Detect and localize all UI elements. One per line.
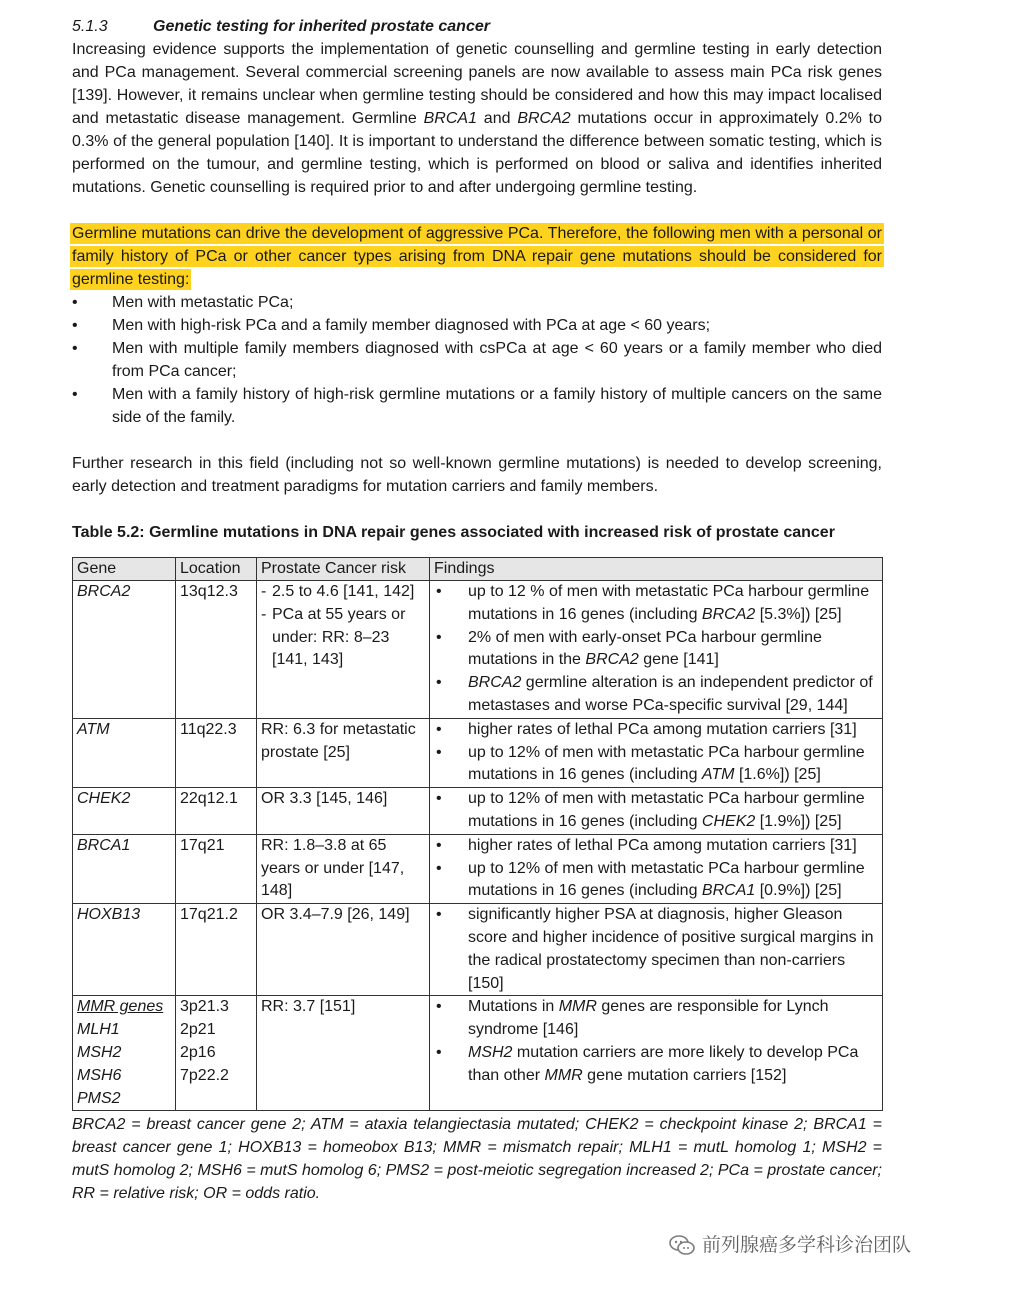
table-row [73,996,883,1111]
table-body [73,581,883,1111]
gene-cell: MMR genes MLH1 MSH2 MSH6 PMS2 [73,996,176,1111]
bullet-symbol: • [72,294,78,311]
table-row [73,788,883,835]
table-row [73,904,883,996]
table-caption: Table 5.2: Germline mutations in DNA repair genes associated with increased risk of prostate cancer [72,524,835,541]
bullet-symbol: • [436,836,442,854]
header-findings: Findings [430,558,883,581]
list-item: • up to 12 % of men with metastatic PCa harbour germline mutations in 16 genes (including BRCA2 [5.3%]) [25] [436,583,870,623]
location-cell: 11q22.3 [176,718,257,787]
list-item: • up to 12% of men with metastatic PCa harbour germline mutations in 16 genes (including CHEK2 [1.9%]) [25] [436,790,865,830]
header-gene: Gene [73,558,176,581]
table-footnote: BRCA2 = breast cancer gene 2; ATM = ataxia telangiectasia mutated; CHEK2 = checkpoint kinase 2; BRCA1 = breast cancer gene 1; HOXB13 = homeobox B13; MMR = mismatch repair; MLH1 = mutL homolog 1; MSH2 = mutS homolog 2; MSH6 = mutS homolog 6; PMS2 = post-meiotic segregation increased 2; PCa = prostate cancer; RR = relative risk; OR = odds ratio. [72,1116,882,1203]
bullet-symbol: • [436,859,442,877]
findings-cell [430,718,883,787]
location-cell: 17q21.2 [176,904,257,996]
list-item: • Men with metastatic PCa; [72,291,882,314]
location-cell: 3p21.3 2p21 2p16 7p22.2 [176,996,257,1111]
table-row [73,581,883,719]
bullet-symbol: • [436,674,442,692]
germline-table [72,557,883,1111]
list-item: • higher rates of lethal PCa among mutation carriers [31] [434,835,878,858]
gene-cell: ATM [73,718,176,787]
section-title: Genetic testing for inherited prostate cancer [153,18,490,35]
list-item: • significantly higher PSA at diagnosis, higher Gleason score and higher incidence of positive surgical margins in the radical prostatectomy specimen than non-carriers [150] [436,906,874,992]
table-row [73,834,883,903]
risk-cell [257,581,430,719]
findings-cell [430,834,883,903]
location-cell: 13q12.3 [176,581,257,719]
gene-cell: BRCA1 [73,834,176,903]
list-item: • Men with high-risk PCa and a family member diagnosed with PCa at age < 60 years; [72,314,882,337]
list-item: • up to 12% of men with metastatic PCa harbour germline mutations in 16 genes (including ATM [1.6%]) [25] [436,743,865,784]
location-cell: 17q21 [176,834,257,903]
risk-cell: RR: 3.7 [151] [257,996,430,1111]
list-item: • Men with multiple family members diagnosed with csPCa at age < 60 years or a family member who died from PCa cancer; [72,337,882,383]
list-item: • Men with a family history of high-risk germline mutations or a family history of multiple cancers on the same side of the family. [72,383,882,429]
bullet-symbol: • [72,386,78,403]
bullet-symbol: • [436,1043,442,1061]
bullet-symbol: • [436,743,442,761]
list-item: • 2% of men with early-onset PCa harbour germline mutations in the BRCA2 gene [141] [436,628,822,669]
wechat-icon [668,1234,696,1256]
table-row [73,718,883,787]
findings-cell [430,996,883,1111]
dash-symbol: - [261,605,267,623]
section-heading [72,15,882,38]
bullet-symbol: • [436,628,442,646]
list-item: • Mutations in MMR genes are responsible for Lynch syndrome [146] [436,998,829,1039]
risk-cell: OR 3.4–7.9 [26, 149] [257,904,430,996]
bullet-symbol: • [72,340,78,357]
bullet-symbol: • [436,906,442,924]
gene-cell: HOXB13 [73,904,176,996]
gene-cell: CHEK2 [73,788,176,835]
list-item: • BRCA2 germline alteration is an independent predictor of metastases and worse PCa-specific survival [29, 144] [436,674,873,714]
bullet-symbol: • [436,583,442,600]
risk-cell: RR: 1.8–3.8 at 65 years or under [147, 148] [257,834,430,903]
header-risk: Prostate Cancer risk [257,558,430,581]
list-item: • higher rates of lethal PCa among mutation carriers [31] [434,719,878,742]
risk-cell: OR 3.3 [145, 146] [257,788,430,835]
intro-paragraph: Increasing evidence supports the implementation of genetic counselling and germline testing in early detection and PCa management. Several commercial screening panels are now available to assess main PCa risk genes [139]. However, it remains unclear when germline testing should be considered and how this may impact localised and metastatic disease management. Germline BRCA1 and BRCA2 mutations occur in approximately 0.2% to 0.3% of the general population [140]. It is important to understand the difference between somatic testing, which is performed on the tumour, and germline testing, which is performed on blood or saliva and identifies inherited mutations. Genetic counselling is required prior to and after undergoing germline testing. [72,41,882,196]
bullet-symbol: • [436,998,442,1016]
bullet-symbol: • [436,720,442,738]
watermark-text: 前列腺癌多学科诊治团队 [702,1234,912,1256]
highlighted-paragraph [72,222,882,291]
location-cell: 22q12.1 [176,788,257,835]
list-item: • MSH2 mutation carriers are more likely to develop PCa than other MMR gene mutation carriers [152] [436,1043,859,1084]
findings-cell [430,581,883,719]
list-item: - 2.5 to 4.6 [141, 142] [261,581,425,604]
gene-cell: BRCA2 [73,581,176,719]
risk-cell: RR: 6.3 for metastatic prostate [25] [257,718,430,787]
document-page [72,15,882,1205]
list-item: - PCa at 55 years or under: RR: 8–23 [141, 143] [261,605,406,669]
bullet-symbol: • [72,317,78,334]
list-item: • up to 12% of men with metastatic PCa harbour germline mutations in 16 genes (including BRCA1 [0.9%]) [25] [436,859,865,900]
further-research-paragraph: Further research in this field (including not so well-known germline mutations) is needed to develop screening, early detection and treatment paradigms for mutation carriers and family members. [72,455,882,495]
criteria-list [72,291,882,429]
highlight: Germline mutations can drive the development of aggressive PCa. Therefore, the following men with a personal or family history of PCa or other cancer types arising from DNA repair gene mutations should be considered for germline testing: [72,225,882,288]
findings-cell [430,788,883,835]
section-number: 5.1.3 [72,18,108,35]
table-header-row [73,558,883,581]
dash-symbol: - [261,583,267,600]
bullet-symbol: • [436,790,442,808]
watermark [668,1231,911,1259]
findings-cell [430,904,883,996]
header-location: Location [176,558,257,581]
